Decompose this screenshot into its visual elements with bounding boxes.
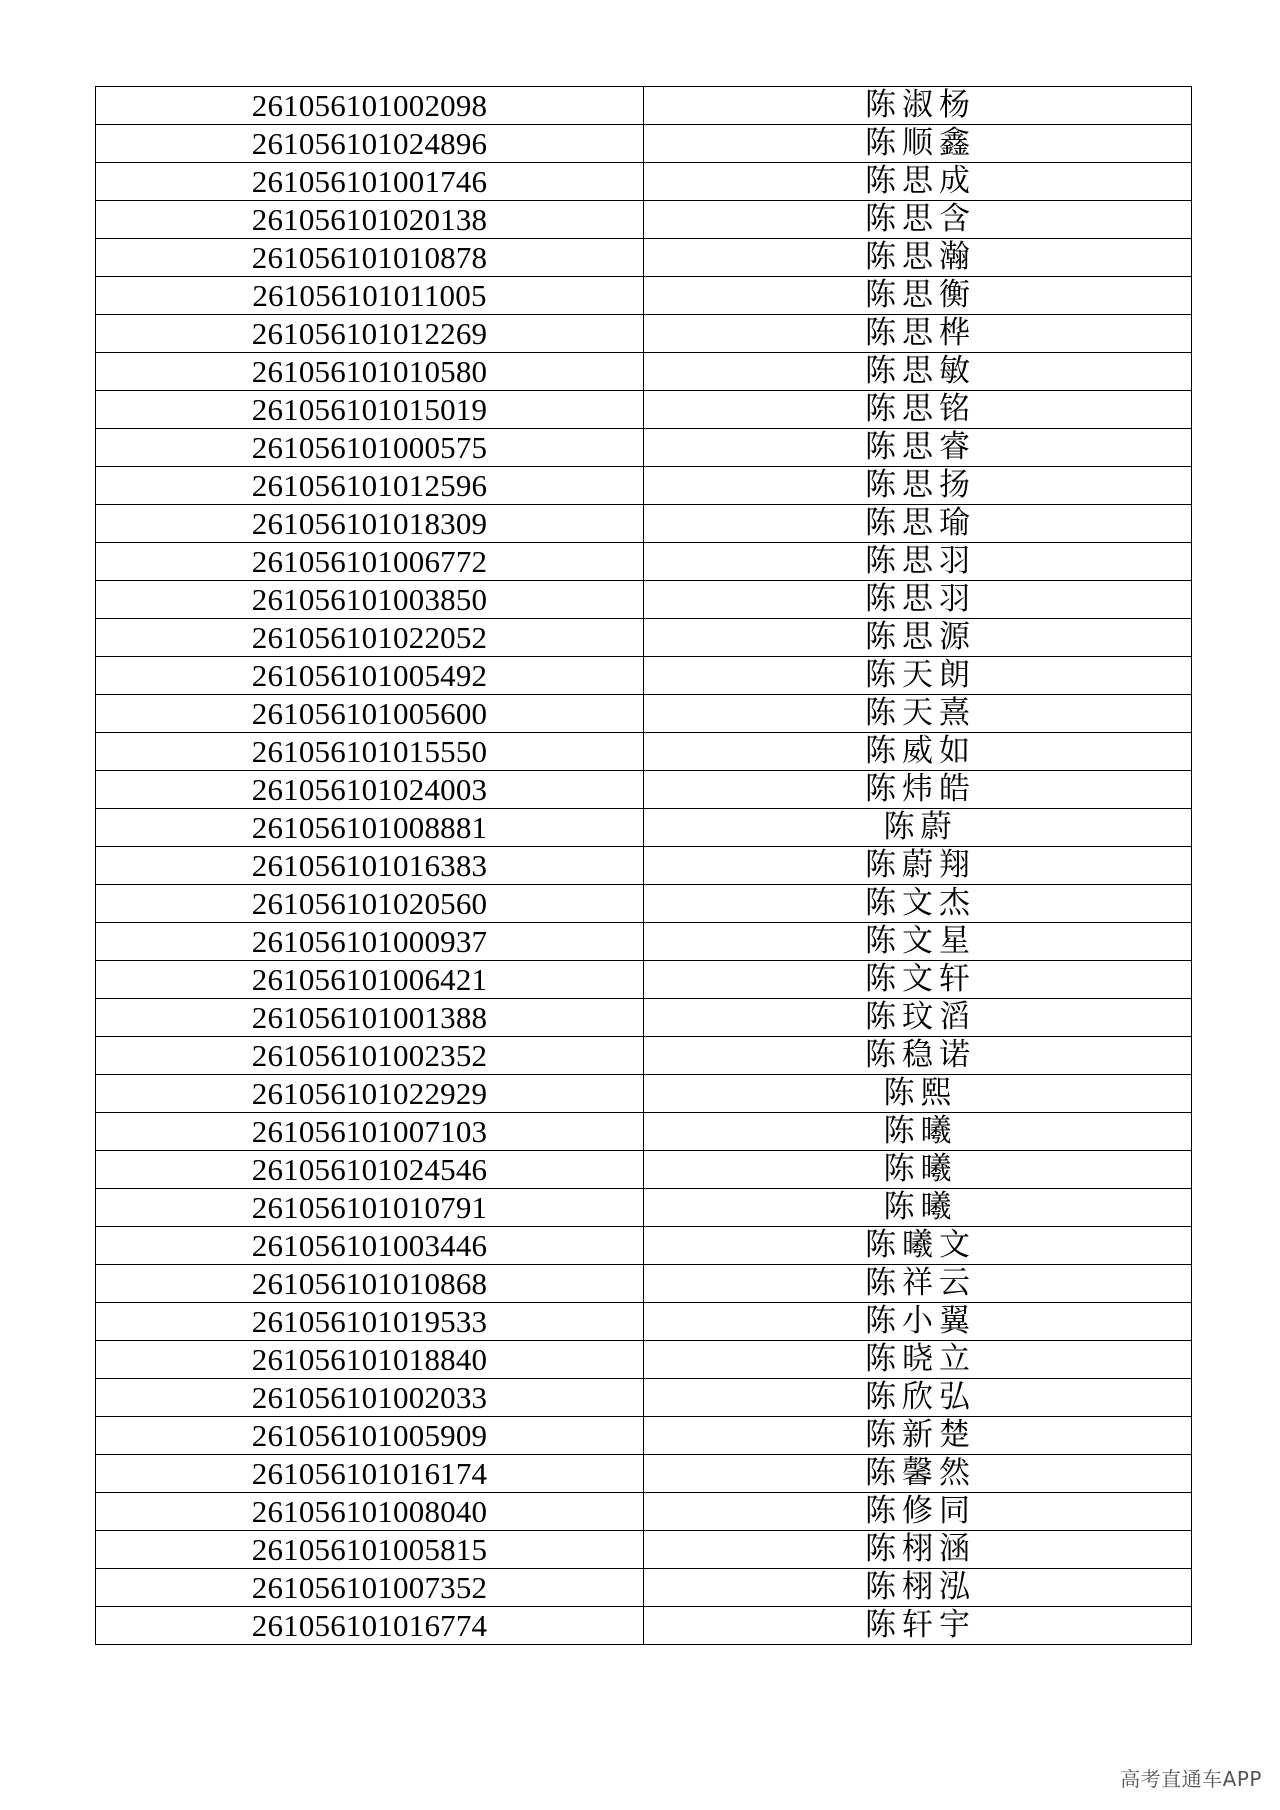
table-row [96,201,1192,239]
table-row [96,1379,1192,1417]
candidate-id-cell: 261056101007352 [96,1569,644,1607]
watermark-text: 高考直通车APP [1120,1767,1262,1791]
candidate-name-cell: 陈天熹 [644,695,1192,733]
table-row [96,695,1192,733]
candidate-name-cell: 陈小翼 [644,1303,1192,1341]
table-row [96,1113,1192,1151]
candidate-id-cell: 261056101012596 [96,467,644,505]
candidate-name-cell: 陈思桦 [644,315,1192,353]
candidate-id-cell: 261056101010791 [96,1189,644,1227]
table-row [96,467,1192,505]
candidate-id-cell: 261056101022052 [96,619,644,657]
candidate-id-cell: 261056101005815 [96,1531,644,1569]
table-row [96,1569,1192,1607]
candidate-id-cell: 261056101020138 [96,201,644,239]
table-row [96,1265,1192,1303]
table-row [96,353,1192,391]
candidate-id-cell: 261056101016774 [96,1607,644,1645]
table-row [96,1075,1192,1113]
candidate-name-cell: 陈思扬 [644,467,1192,505]
table-row [96,277,1192,315]
candidate-name-cell: 陈蔚 [644,809,1192,847]
table-row [96,847,1192,885]
candidate-name-cell: 陈轩宇 [644,1607,1192,1645]
table-row [96,581,1192,619]
candidate-name-cell: 陈稳诺 [644,1037,1192,1075]
table-row [96,885,1192,923]
candidate-name-cell: 陈威如 [644,733,1192,771]
candidate-id-cell: 261056101005492 [96,657,644,695]
candidate-name-cell: 陈炜皓 [644,771,1192,809]
candidate-id-cell: 261056101015019 [96,391,644,429]
candidate-name-cell: 陈思成 [644,163,1192,201]
table-row [96,1607,1192,1645]
candidate-name-cell: 陈思衡 [644,277,1192,315]
candidate-id-cell: 261056101020560 [96,885,644,923]
candidate-id-cell: 261056101024896 [96,125,644,163]
table-row [96,315,1192,353]
candidate-id-cell: 261056101011005 [96,277,644,315]
candidate-id-cell: 261056101012269 [96,315,644,353]
candidate-name-cell: 陈曦 [644,1113,1192,1151]
candidate-id-cell: 261056101018840 [96,1341,644,1379]
candidate-name-cell: 陈天朗 [644,657,1192,695]
candidate-id-cell: 261056101001746 [96,163,644,201]
candidate-name-cell: 陈思睿 [644,429,1192,467]
candidate-id-cell: 261056101015550 [96,733,644,771]
candidate-id-cell: 261056101003850 [96,581,644,619]
candidate-name-cell: 陈新楚 [644,1417,1192,1455]
candidate-id-cell: 261056101016383 [96,847,644,885]
candidate-name-cell: 陈曦文 [644,1227,1192,1265]
table-row [96,87,1192,125]
table-row [96,1037,1192,1075]
table-row [96,1531,1192,1569]
table-row [96,619,1192,657]
candidate-id-cell: 261056101000575 [96,429,644,467]
table-row [96,1417,1192,1455]
candidate-id-cell: 261056101019533 [96,1303,644,1341]
table-row [96,961,1192,999]
candidate-id-cell: 261056101022929 [96,1075,644,1113]
candidate-id-cell: 261056101018309 [96,505,644,543]
table-row [96,163,1192,201]
candidate-id-cell: 261056101001388 [96,999,644,1037]
table-row [96,1227,1192,1265]
table-row [96,429,1192,467]
candidate-id-cell: 261056101005600 [96,695,644,733]
candidate-id-cell: 261056101010580 [96,353,644,391]
table-row [96,999,1192,1037]
candidate-name-cell: 陈思含 [644,201,1192,239]
candidate-id-cell: 261056101000937 [96,923,644,961]
candidate-name-cell: 陈文轩 [644,961,1192,999]
candidate-id-cell: 261056101010878 [96,239,644,277]
candidate-name-cell: 陈熙 [644,1075,1192,1113]
candidate-name-cell: 陈思瀚 [644,239,1192,277]
table-row [96,505,1192,543]
candidate-name-cell: 陈欣弘 [644,1379,1192,1417]
candidate-id-cell: 261056101008040 [96,1493,644,1531]
candidate-id-cell: 261056101002098 [96,87,644,125]
candidate-name-cell: 陈思瑜 [644,505,1192,543]
candidate-id-cell: 261056101024003 [96,771,644,809]
table-row [96,771,1192,809]
table-row [96,543,1192,581]
table-row [96,1189,1192,1227]
candidate-name-cell: 陈蔚翔 [644,847,1192,885]
candidate-id-cell: 261056101005909 [96,1417,644,1455]
roster-table [95,86,1192,1645]
candidate-name-cell: 陈文杰 [644,885,1192,923]
candidate-id-cell: 261056101008881 [96,809,644,847]
candidate-name-cell: 陈栩泓 [644,1569,1192,1607]
table-row [96,1455,1192,1493]
roster-table-body [96,87,1192,1645]
candidate-id-cell: 261056101007103 [96,1113,644,1151]
candidate-name-cell: 陈顺鑫 [644,125,1192,163]
table-row [96,1493,1192,1531]
table-row [96,391,1192,429]
table-row [96,733,1192,771]
table-row [96,657,1192,695]
table-row [96,239,1192,277]
candidate-id-cell: 261056101024546 [96,1151,644,1189]
candidate-id-cell: 261056101006772 [96,543,644,581]
candidate-name-cell: 陈思羽 [644,543,1192,581]
candidate-name-cell: 陈思敏 [644,353,1192,391]
candidate-name-cell: 陈淑杨 [644,87,1192,125]
candidate-name-cell: 陈玟滔 [644,999,1192,1037]
candidate-name-cell: 陈曦 [644,1189,1192,1227]
candidate-name-cell: 陈思铭 [644,391,1192,429]
candidate-name-cell: 陈文星 [644,923,1192,961]
table-row [96,1151,1192,1189]
table-row [96,809,1192,847]
candidate-id-cell: 261056101006421 [96,961,644,999]
candidate-id-cell: 261056101002352 [96,1037,644,1075]
candidate-name-cell: 陈晓立 [644,1341,1192,1379]
candidate-name-cell: 陈思源 [644,619,1192,657]
candidate-name-cell: 陈修同 [644,1493,1192,1531]
candidate-name-cell: 陈曦 [644,1151,1192,1189]
candidate-name-cell: 陈栩涵 [644,1531,1192,1569]
candidate-id-cell: 261056101003446 [96,1227,644,1265]
table-row [96,923,1192,961]
candidate-id-cell: 261056101010868 [96,1265,644,1303]
candidate-name-cell: 陈祥云 [644,1265,1192,1303]
table-row [96,125,1192,163]
table-row [96,1341,1192,1379]
candidate-id-cell: 261056101016174 [96,1455,644,1493]
table-row [96,1303,1192,1341]
candidate-id-cell: 261056101002033 [96,1379,644,1417]
candidate-name-cell: 陈思羽 [644,581,1192,619]
candidate-name-cell: 陈馨然 [644,1455,1192,1493]
